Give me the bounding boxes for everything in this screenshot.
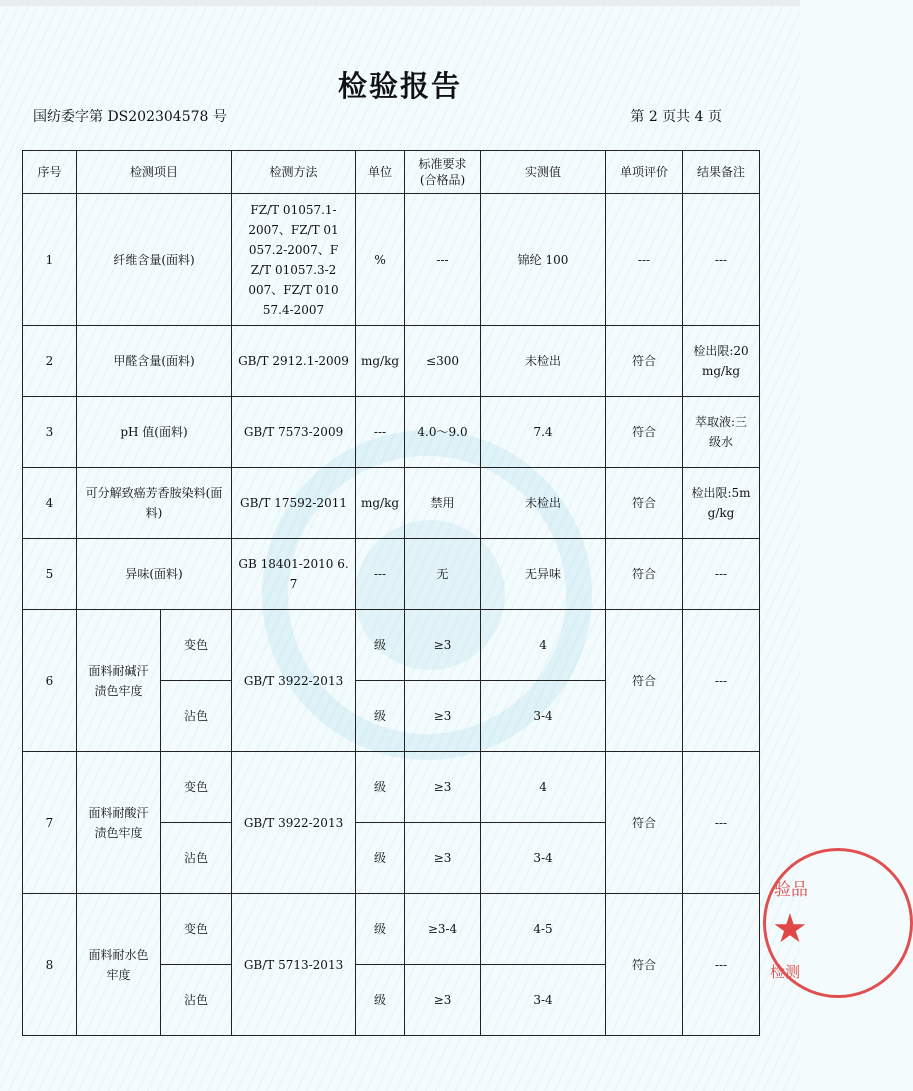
sub-item: 沾色 xyxy=(161,823,232,894)
inspection-table xyxy=(22,150,760,1036)
remark: --- xyxy=(683,752,760,894)
evaluation: 符合 xyxy=(606,894,683,1036)
evaluation: 符合 xyxy=(606,610,683,752)
unit: mg/kg xyxy=(356,326,405,397)
unit: 级 xyxy=(356,681,405,752)
sub-item: 变色 xyxy=(161,752,232,823)
unit: mg/kg xyxy=(356,468,405,539)
table-row xyxy=(23,610,760,681)
column-header: 单项评价 xyxy=(606,151,683,194)
table-row xyxy=(23,894,760,965)
page-info: 第 2 页共 4 页 xyxy=(630,109,722,125)
column-header: 实测值 xyxy=(481,151,606,194)
table-row xyxy=(23,539,760,610)
test-item: 面料耐碱汗渍色牢度 xyxy=(77,610,161,752)
evaluation: --- xyxy=(606,194,683,326)
measured-value: 无异味 xyxy=(481,539,606,610)
table-row xyxy=(23,397,760,468)
test-item: 可分解致癌芳香胺染料(面料) xyxy=(77,468,232,539)
remark: --- xyxy=(683,194,760,326)
column-header: 检测方法 xyxy=(232,151,356,194)
table-row xyxy=(23,194,760,326)
table-row xyxy=(23,326,760,397)
unit: 级 xyxy=(356,823,405,894)
test-item: pH 值(面料) xyxy=(77,397,232,468)
test-item: 纤维含量(面料) xyxy=(77,194,232,326)
test-item: 异味(面料) xyxy=(77,539,232,610)
measured-value: 4 xyxy=(481,610,606,681)
requirement: ≥3-4 xyxy=(405,894,481,965)
unit: 级 xyxy=(356,752,405,823)
measured-value: 3-4 xyxy=(481,965,606,1036)
remark: --- xyxy=(683,894,760,1036)
column-header: 标准要求 (合格品) xyxy=(405,151,481,194)
row-number: 8 xyxy=(23,894,77,1036)
test-method: GB 18401-2010 6.7 xyxy=(232,539,356,610)
sub-item: 沾色 xyxy=(161,681,232,752)
remark: 萃取液:三级水 xyxy=(683,397,760,468)
report-title: 检验报告 xyxy=(337,69,462,103)
test-method: GB/T 2912.1-2009 xyxy=(232,326,356,397)
table-row xyxy=(23,468,760,539)
remark: 检出限:20mg/kg xyxy=(683,326,760,397)
requirement: --- xyxy=(405,194,481,326)
test-method: GB/T 7573-2009 xyxy=(232,397,356,468)
test-item: 面料耐水色牢度 xyxy=(77,894,161,1036)
top-border xyxy=(0,0,800,6)
measured-value: 3-4 xyxy=(481,823,606,894)
requirement: ≥3 xyxy=(405,752,481,823)
test-method: GB/T 5713-2013 xyxy=(232,894,356,1036)
requirement: ≥3 xyxy=(405,681,481,752)
inspection-seal xyxy=(763,848,913,998)
test-method: GB/T 3922-2013 xyxy=(232,610,356,752)
row-number: 1 xyxy=(23,194,77,326)
seal-text-top: 验品 xyxy=(774,880,808,900)
star-icon: ★ xyxy=(772,906,808,952)
row-number: 7 xyxy=(23,752,77,894)
measured-value: 7.4 xyxy=(481,397,606,468)
row-number: 5 xyxy=(23,539,77,610)
sub-item: 变色 xyxy=(161,610,232,681)
evaluation: 符合 xyxy=(606,326,683,397)
remark: --- xyxy=(683,539,760,610)
column-header: 结果备注 xyxy=(683,151,760,194)
column-header: 单位 xyxy=(356,151,405,194)
unit: 级 xyxy=(356,610,405,681)
unit: --- xyxy=(356,539,405,610)
test-method: GB/T 17592-2011 xyxy=(232,468,356,539)
unit: % xyxy=(356,194,405,326)
row-number: 4 xyxy=(23,468,77,539)
test-item: 甲醛含量(面料) xyxy=(77,326,232,397)
measured-value: 锦纶 100 xyxy=(481,194,606,326)
document-number: 国纺委字第 DS202304578 号 xyxy=(33,109,227,125)
row-number: 6 xyxy=(23,610,77,752)
requirement: ≤300 xyxy=(405,326,481,397)
remark: --- xyxy=(683,610,760,752)
evaluation: 符合 xyxy=(606,468,683,539)
test-method: GB/T 3922-2013 xyxy=(232,752,356,894)
measured-value: 4-5 xyxy=(481,894,606,965)
requirement: 4.0～9.0 xyxy=(405,397,481,468)
measured-value: 3-4 xyxy=(481,681,606,752)
test-item: 面料耐酸汗渍色牢度 xyxy=(77,752,161,894)
requirement: 无 xyxy=(405,539,481,610)
column-header: 序号 xyxy=(23,151,77,194)
table-row xyxy=(23,752,760,823)
measured-value: 未检出 xyxy=(481,326,606,397)
evaluation: 符合 xyxy=(606,539,683,610)
unit: 级 xyxy=(356,894,405,965)
requirement: 禁用 xyxy=(405,468,481,539)
sub-item: 变色 xyxy=(161,894,232,965)
requirement: ≥3 xyxy=(405,610,481,681)
evaluation: 符合 xyxy=(606,752,683,894)
test-method: FZ/T 01057.1-2007、FZ/T 01057.2-2007、FZ/T 01057.3-2007、FZ/T 01057.4-2007 xyxy=(232,194,356,326)
measured-value: 4 xyxy=(481,752,606,823)
requirement: ≥3 xyxy=(405,823,481,894)
evaluation: 符合 xyxy=(606,397,683,468)
measured-value: 未检出 xyxy=(481,468,606,539)
unit: 级 xyxy=(356,965,405,1036)
unit: --- xyxy=(356,397,405,468)
sub-item: 沾色 xyxy=(161,965,232,1036)
seal-text-bottom: 检测 xyxy=(770,963,801,981)
table-header-row xyxy=(23,151,760,194)
row-number: 2 xyxy=(23,326,77,397)
row-number: 3 xyxy=(23,397,77,468)
requirement: ≥3 xyxy=(405,965,481,1036)
remark: 检出限:5mg/kg xyxy=(683,468,760,539)
column-header: 检测项目 xyxy=(77,151,232,194)
